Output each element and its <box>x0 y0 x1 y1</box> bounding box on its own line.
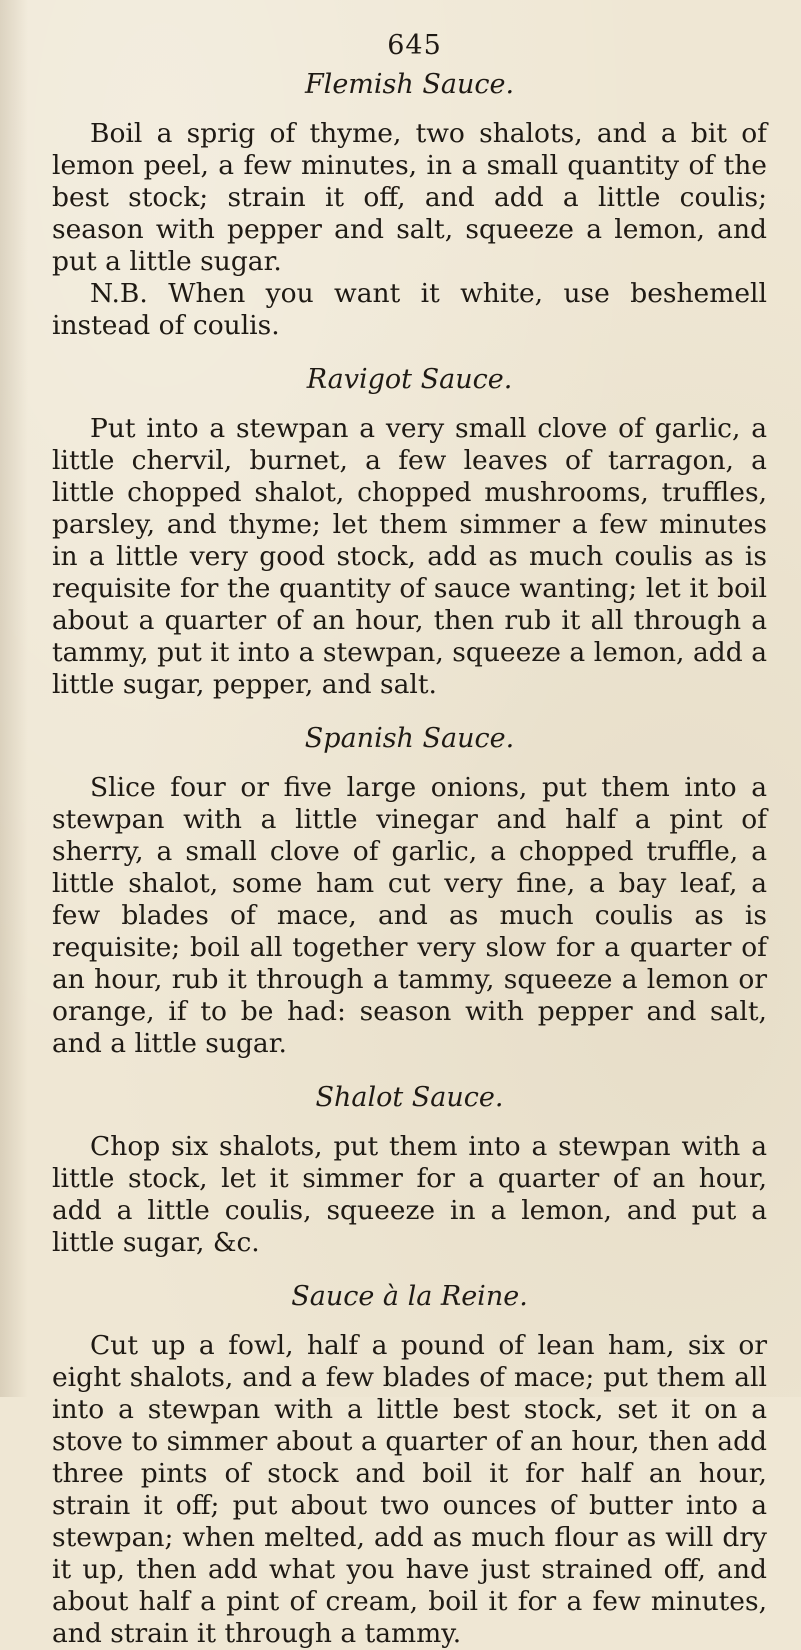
paragraph: Chop six shalots, put them into a stewpan with a little stock, let it simmer for a quarter of an hour, add a little coulis, squeeze in a lemon, and put a little sugar, &c. <box>52 1131 767 1258</box>
section-title: Shalot Sauce. <box>315 1082 504 1113</box>
section-spanish-sauce <box>52 723 767 1060</box>
page-gutter-shadow <box>0 0 28 1397</box>
section-title: Sauce à la Reine. <box>291 1281 528 1312</box>
paragraph: Cut up a fowl, half a pound of lean ham, six or eight shalots, and a few blades of mace; put them all into a stewpan with a little best stock, set it on a stove to simmer about a quarter of an hour, then add three pints of stock and boil it for half an hour, strain it off; put about two ounces of butter into a stewpan; when melted, add as much flour as will dry it up, then add what you have just strained off, and about half a pint of cream, boil it for a few minutes, and strain it through a tammy. <box>52 1330 767 1649</box>
section-title: Spanish Sauce. <box>304 723 515 754</box>
section-sauce-a-la-reine <box>52 1281 767 1650</box>
paragraph-note: N.B. When you want it white, use beshemell instead of coulis. <box>52 278 767 341</box>
section-flemish-sauce <box>52 69 767 342</box>
page-number: 645 <box>387 30 442 61</box>
paragraph: Slice four or five large onions, put them into a stewpan with a little vinegar and half a pint of sherry, a small clove of garlic, a chopped truffle, a little shalot, some ham cut very fine, a bay leaf, a few blades of mace, and as much coulis as is requisite; boil all together very slow for a quarter of an hour, rub it through a tammy, squeeze a lemon or orange, if to be had: season with pepper and salt, and a little sugar. <box>52 772 767 1059</box>
section-ravigot-sauce <box>52 364 767 701</box>
section-shalot-sauce <box>52 1082 767 1259</box>
paragraph: Boil a sprig of thyme, two shalots, and a bit of lemon peel, a few minutes, in a small quantity of the best stock; strain it off, and add a little coulis; season with pepper and salt, squeeze a lemon, and put a little sugar. <box>52 118 767 277</box>
page-content <box>52 30 767 1650</box>
paragraph: Put into a stewpan a very small clove of garlic, a little chervil, burnet, a few leaves of tarragon, a little chopped shalot, chopped mushrooms, truffles, parsley, and thyme; let them simmer a few minutes in a little very good stock, add as much coulis as is requisite for the quantity of sauce wanting; let it boil about a quarter of an hour, then rub it all through a tammy, put it into a stewpan, squeeze a lemon, add a little sugar, pepper, and salt. <box>52 413 767 700</box>
section-title: Ravigot Sauce. <box>306 364 513 395</box>
section-title: Flemish Sauce. <box>304 69 515 100</box>
